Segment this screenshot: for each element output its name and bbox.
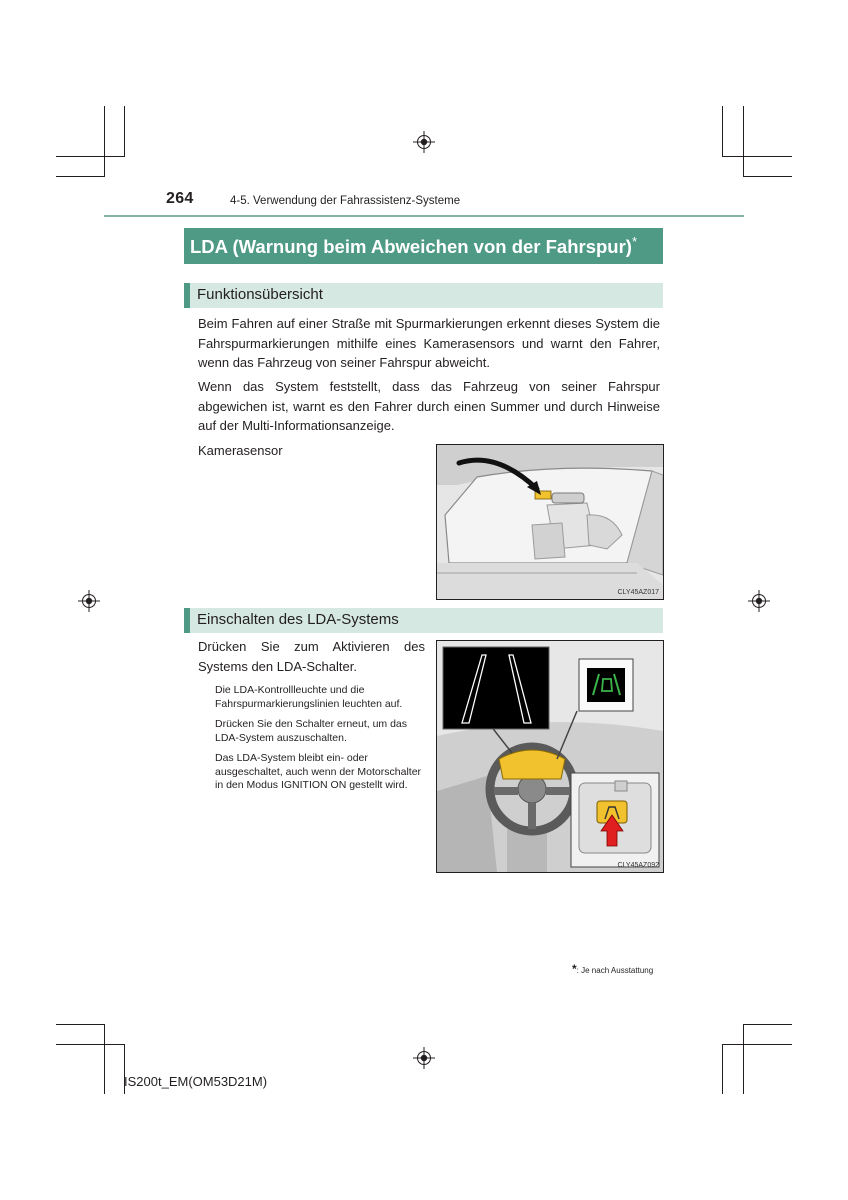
crop-mark bbox=[124, 106, 125, 156]
overview-paragraph-2: Wenn das System feststellt, dass das Fahrzeug von seiner Fahrspur abgewichen ist, warnt es den Fahrer durch einen Summer und durch Hinweise auf der Multi-Informationsanzeige. bbox=[198, 379, 660, 433]
registration-mark-icon bbox=[748, 590, 770, 612]
page-title-text: LDA (Warnung beim Abweichen von der Fahrspur) bbox=[190, 236, 632, 258]
crop-mark bbox=[722, 106, 723, 156]
switch-on-note-3: Das LDA-System bleibt ein- oder ausgeschaltet, auch wenn der Motorschalter in den Modus IGNITION ON gestellt wird. bbox=[215, 752, 422, 791]
switch-on-note-1: Die LDA-Kontrollleuchte und die Fahrspurmarkierungslinien leuchten auf. bbox=[215, 684, 403, 710]
registration-mark-icon bbox=[413, 1047, 435, 1069]
page-number: 264 bbox=[166, 190, 194, 207]
section-breadcrumb: 4-5. Verwendung der Fahrassistenz-Systeme bbox=[230, 195, 461, 207]
crop-mark bbox=[722, 1044, 792, 1045]
section-heading-overview: Funktionsübersicht bbox=[184, 283, 663, 308]
crop-mark bbox=[56, 1024, 105, 1025]
footnote-asterisk: * bbox=[572, 962, 577, 976]
lda-switch-figure bbox=[436, 640, 664, 873]
header-divider bbox=[104, 215, 744, 217]
windshield-illustration bbox=[437, 445, 663, 599]
registration-mark-icon bbox=[413, 131, 435, 153]
registration-mark-icon bbox=[78, 590, 100, 612]
equipment-footnote bbox=[572, 962, 653, 976]
model-code: IS200t_EM(OM53D21M) bbox=[124, 1074, 268, 1089]
dashboard-illustration bbox=[437, 641, 663, 872]
figure-code: CLY45AZ017 bbox=[617, 589, 659, 596]
crop-mark bbox=[743, 106, 744, 176]
switch-on-paragraph: Drücken Sie zum Aktivieren des Systems den LDA-Schalter. bbox=[198, 639, 425, 674]
crop-mark bbox=[56, 1044, 125, 1045]
switch-on-note-2: Drücken Sie den Schalter erneut, um das LDA-System auszuschalten. bbox=[215, 718, 408, 744]
camera-sensor-label: Kamerasensor bbox=[198, 443, 283, 458]
footnote-marker: * bbox=[631, 234, 638, 249]
section-heading-switch-on: Einschalten des LDA-Systems bbox=[184, 608, 663, 633]
footnote-text: : Je nach Ausstattung bbox=[576, 966, 654, 975]
crop-mark bbox=[743, 176, 792, 177]
crop-mark bbox=[743, 1024, 792, 1025]
crop-mark bbox=[722, 1044, 723, 1094]
crop-mark bbox=[56, 176, 105, 177]
crop-mark bbox=[743, 1024, 744, 1094]
crop-mark bbox=[104, 106, 105, 176]
camera-sensor-figure bbox=[436, 444, 664, 600]
crop-mark bbox=[56, 156, 125, 157]
crop-mark bbox=[722, 156, 792, 157]
overview-paragraph-1: Beim Fahren auf einer Straße mit Spurmarkierungen erkennt dieses System die Fahrspurmarkierungen mithilfe eines Kamerasensors und warnt den Fahrer, wenn das Fahrzeug von seiner Fahrspur abweicht. bbox=[198, 316, 660, 370]
crop-mark bbox=[104, 1024, 105, 1094]
figure-code: CLY45AZ092 bbox=[617, 862, 659, 869]
page-title bbox=[184, 228, 663, 264]
